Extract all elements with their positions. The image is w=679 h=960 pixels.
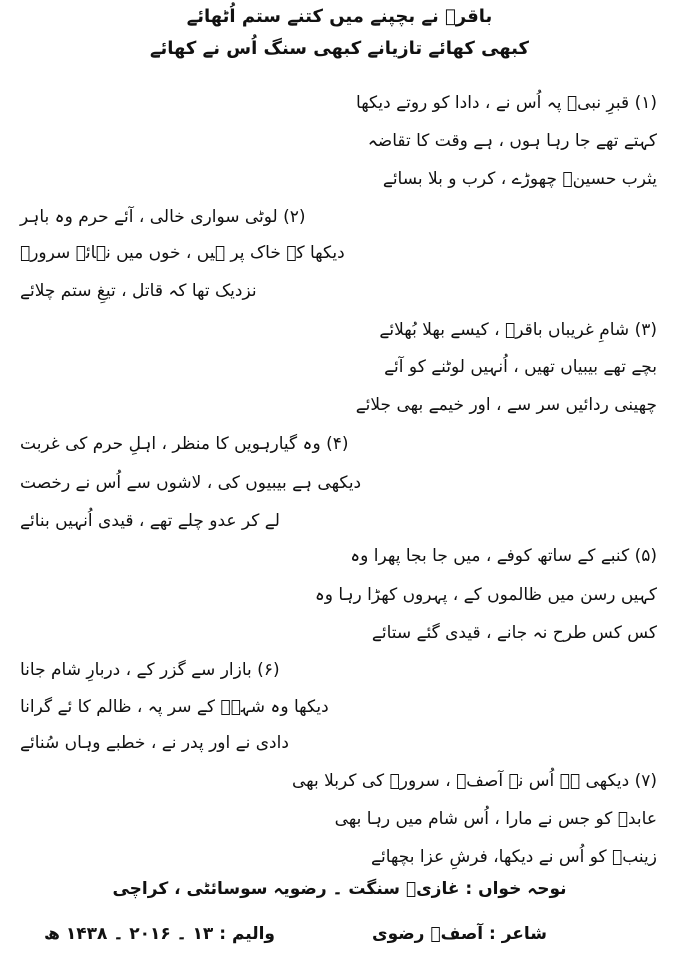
stanza-line: کہتے تھے جا رہا ہوں ، ہے وقت کا تقاضہ bbox=[367, 131, 657, 151]
stanza-text: قبرِ نبیؐ پہ اُس نے ، دادا کو روتے دیکھا bbox=[356, 93, 630, 113]
stanza-text: لوٹی سواری خالی ، آئے حرم وہ باہر bbox=[20, 207, 278, 227]
stanza-line: دیکھا وہ شہہؑ کے سر پہ ، ظالم کا ئے گرانا bbox=[20, 697, 329, 717]
stanza-line bbox=[20, 431, 349, 457]
stanza-text: وہ گیارہویں کا منظر ، اہلِ حرم کی غربت bbox=[20, 434, 321, 454]
title-line-2: کبھی کھائے تازیانے کبھی سنگ اُس نے کھائے bbox=[149, 38, 529, 59]
stanza-line: دیکھا کہ خاک پر ہیں ، خوں میں نہائے سرورؑ bbox=[20, 243, 345, 263]
stanza-line: عابدؑ کو جس نے مارا ، اُس شام میں رہا بھی bbox=[334, 809, 657, 829]
stanza-line bbox=[292, 768, 657, 794]
stanza-number: (۱) bbox=[634, 93, 657, 113]
stanza-number: (۲) bbox=[283, 207, 306, 227]
stanza-line: چھینی ردائیں سر سے ، اور خیمے بھی جلائے bbox=[355, 395, 657, 415]
stanza-number: (۷) bbox=[634, 771, 657, 791]
stanza-line: نزدیک تھا کہ قاتل ، تیغِ ستم چلائے bbox=[20, 281, 257, 301]
stanza-line bbox=[20, 657, 280, 683]
stanza-number: (۵) bbox=[634, 546, 657, 566]
stanza-line bbox=[379, 317, 657, 343]
stanza-number: (۳) bbox=[634, 320, 657, 340]
stanza-line: کہیں رسن میں ظالموں کے ، پہروں کھڑا رہا وہ bbox=[314, 585, 657, 605]
poet-credit: شاعر : آصفؔ رضوی bbox=[372, 924, 547, 944]
stanza-text: دیکھی ہے اُس نے آصفؔ ، سرورؑ کی کربلا بھی bbox=[291, 771, 630, 791]
reciter-credit: نوحہ خواں : غازیؑ سنگت ۔ رضویہ سوسائٹی ، کراچی bbox=[112, 879, 567, 899]
stanza-number: (۴) bbox=[326, 434, 349, 454]
stanza-line: دیکھی ہے بیبیوں کی ، لاشوں سے اُس نے رخصت bbox=[20, 473, 362, 493]
stanza-line bbox=[356, 90, 657, 116]
stanza-line: بچے تھے بیبیاں تھیں ، اُنہیں لوٹنے کو آئے bbox=[384, 357, 657, 377]
stanza-line: کس کس طرح نہ جانے ، قیدی گئے ستائے bbox=[371, 623, 657, 643]
stanza-text: شامِ غریباں باقرؑ ، کیسے بھلا بُھلائے bbox=[379, 320, 630, 340]
stanza-line: زینبؑ کو اُس نے دیکھا، فرشِ عزا بچھائے bbox=[371, 847, 657, 867]
stanza-number: (۶) bbox=[257, 660, 280, 680]
stanza-line bbox=[20, 204, 306, 230]
stanza-line: دادی نے اور پدر نے ، خطبے وہاں سُنائے bbox=[20, 733, 289, 753]
stanza-text: بازار سے گزر کے ، دربارِ شام جانا bbox=[20, 660, 252, 680]
stanza-line: یثرب حسینؑ چھوڑے ، کرب و بلا بسائے bbox=[382, 169, 657, 189]
stanza-text: کنبے کے ساتھ کوفے ، میں جا بجا پھرا وہ bbox=[350, 546, 630, 566]
stanza-line bbox=[350, 543, 657, 569]
stanza-line: لے کر عدو چلے تھے ، قیدی اُنہیں بنائے bbox=[20, 511, 280, 531]
volume-info: والیم : ۱۳ ۔ ۲۰۱۶ ۔ ۱۴۳۸ ھ bbox=[44, 924, 275, 944]
title-line-1: باقرؑ نے بچپنے میں کتنے ستم اُٹھائے bbox=[186, 6, 493, 27]
